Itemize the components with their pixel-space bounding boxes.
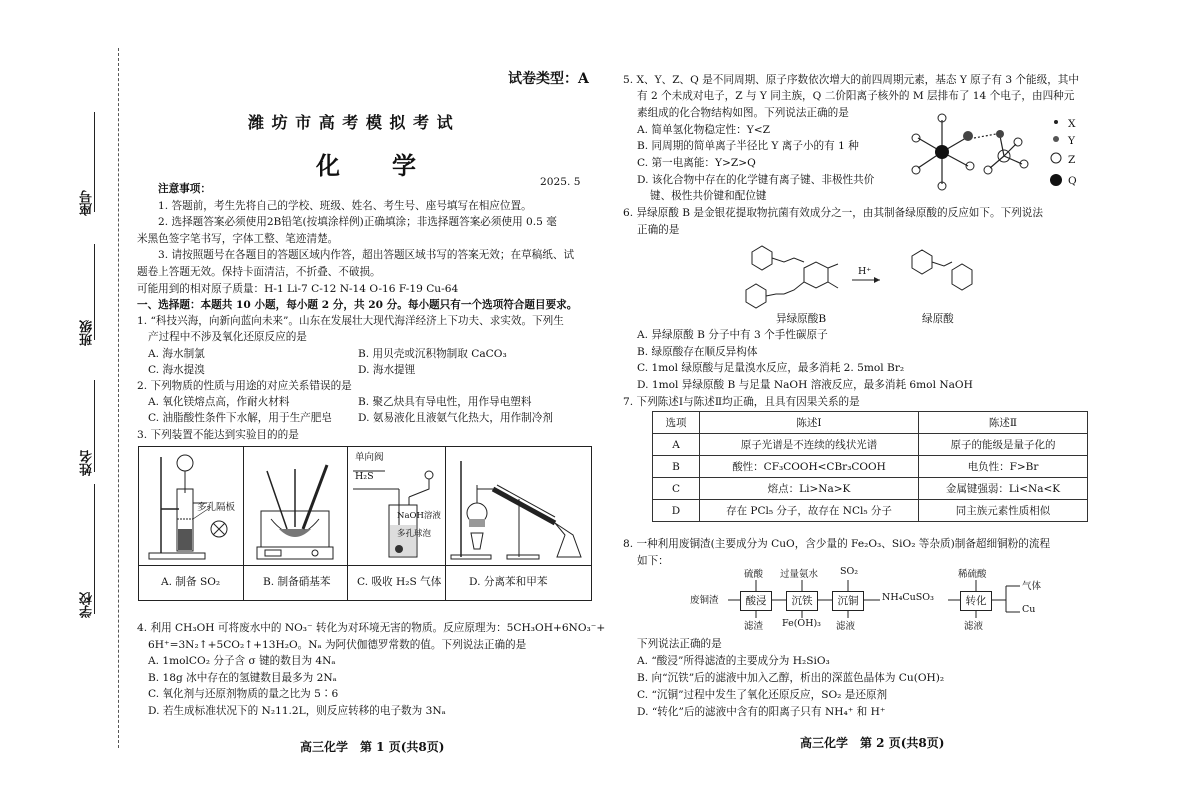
table-cell: A bbox=[653, 434, 700, 456]
q8-option-c[interactable]: C. “沉铜”过程中发生了氧化还原反应，SO₂ 是还原剂 bbox=[637, 689, 888, 701]
q8-stem: 8. 一种利用废铜渣(主要成分为 CuO，含少量的 Fe₂O₃、SiO₂ 等杂质)制备超细铜粉的流程 bbox=[623, 538, 1051, 550]
table-header-cell: 陈述Ⅱ bbox=[919, 412, 1088, 434]
q7-table bbox=[652, 411, 1088, 522]
q6-stem: 6. 异绿原酸 B 是金银花提取物抗菌有效成分之一，由其制备绿原酸的反应如下。下列说法 bbox=[623, 207, 1043, 219]
flow-step-copper-precip: 沉铜 bbox=[832, 591, 864, 611]
table-cell: 同主族元素性质相似 bbox=[919, 500, 1088, 522]
class-label: 班级 bbox=[80, 320, 95, 346]
q5-option-a[interactable]: A. 简单氢化物稳定性：Y<Z bbox=[637, 124, 770, 136]
name-blank[interactable] bbox=[94, 380, 95, 472]
reagent-h-plus: H⁺ bbox=[858, 266, 872, 277]
label-porous-plate: 多孔隔板 bbox=[197, 502, 236, 513]
q2-option-c[interactable]: C. 油脂酸性条件下水解，用于生产肥皂 bbox=[148, 412, 332, 424]
q5-stem: 5. X、Y、Z、Q 是不同周期、原子序数依次增大的前四周期元素，基态 Y 原子有 3 个能级，其中 bbox=[623, 74, 1079, 86]
q4-option-c[interactable]: C. 氧化剂与还原剂物质的量之比为 5∶6 bbox=[148, 688, 339, 700]
subject-title: 化 学 bbox=[316, 151, 430, 180]
q4-option-b[interactable]: B. 18g 冰中存在的氢键数目最多为 2Nₐ bbox=[148, 672, 337, 684]
flow-start: 废铜渣 bbox=[690, 595, 719, 606]
q6-option-b[interactable]: B. 绿原酸存在顺反异构体 bbox=[637, 346, 758, 358]
q3-apparatus-figure bbox=[138, 446, 592, 601]
seat-label: 座号 bbox=[80, 190, 95, 216]
q4-option-a[interactable]: A. 1molCO₂ 分子含 σ 键的数目为 4Nₐ bbox=[148, 655, 336, 667]
flow-out-feoh3: Fe(OH)₃ bbox=[782, 618, 821, 629]
table-row[interactable] bbox=[653, 456, 1088, 478]
flow-out-filtrate-2: 滤液 bbox=[964, 621, 984, 632]
flow-out-gas: 气体 bbox=[1022, 581, 1042, 592]
legend-y: Y bbox=[1068, 135, 1075, 147]
q6-option-d[interactable]: D. 1mol 异绿原酸 B 与足量 NaOH 溶液反应，最多消耗 6mol NaOH bbox=[637, 379, 973, 391]
paper-type: 试卷类型：A bbox=[508, 71, 589, 87]
notice-line: 题卷上答题无效。保持卡面清洁，不折叠、不破损。 bbox=[137, 266, 381, 278]
exam-date: 2025. 5 bbox=[540, 176, 581, 188]
table-cell: C bbox=[653, 478, 700, 500]
q1-option-b[interactable]: B. 用贝壳或沉积物制取 CaCO₃ bbox=[358, 348, 507, 360]
q5-legend-symbols bbox=[1046, 112, 1066, 192]
q7-stem: 7. 下列陈述Ⅰ与陈述Ⅱ均正确，且具有因果关系的是 bbox=[623, 396, 860, 408]
table-cell: D bbox=[653, 500, 700, 522]
legend-z: Z bbox=[1068, 154, 1076, 166]
notice-line: 2. 选择题答案必须使用2B铅笔(按填涂样例)正确填涂；非选择题答案必须使用 0.5 毫 bbox=[158, 216, 557, 228]
name-label: 姓名 bbox=[80, 450, 95, 476]
table-row[interactable] bbox=[653, 478, 1088, 500]
q5-option-d[interactable]: D. 该化合物中存在的化学键有离子键、非极性共价 bbox=[637, 174, 875, 186]
page-footer-right: 高三化学 第 2 页(共8页) bbox=[800, 736, 945, 750]
q6-option-c[interactable]: C. 1mol 绿原酸与足量溴水反应，最多消耗 2. 5mol Br₂ bbox=[637, 362, 905, 374]
q8-option-b[interactable]: B. 向“沉铁”后的滤液中加入乙醇，析出的深蓝色晶体为 Cu(OH)₂ bbox=[637, 672, 945, 684]
label-porous-ball: 多孔球泡 bbox=[397, 529, 432, 539]
apparatus-b-drawing bbox=[245, 449, 345, 563]
q2-option-d[interactable]: D. 氨易液化且液氨气化热大，用作制冷剂 bbox=[358, 412, 553, 424]
q5-option-b[interactable]: B. 同周期的简单离子半径比 Y 离子小的有 1 种 bbox=[637, 140, 859, 152]
q3-caption-b[interactable]: B. 制备硝基苯 bbox=[263, 576, 331, 588]
flow-step-convert: 转化 bbox=[960, 591, 992, 611]
q5-structure-diagram bbox=[904, 104, 1040, 200]
q6-stem: 正确的是 bbox=[637, 224, 680, 236]
apparatus-d-drawing bbox=[447, 449, 589, 563]
q3-stem: 3. 下列装置不能达到实验目的的是 bbox=[137, 429, 299, 441]
flow-out-residue: 滤渣 bbox=[744, 621, 764, 632]
q4-stem: 4. 利用 CH₃OH 可将废水中的 NO₃⁻ 转化为对环境无害的物质。反应原理为：5CH₃OH+6NO₃⁻+ bbox=[137, 622, 606, 634]
flow-step-acid-leach: 酸浸 bbox=[740, 591, 772, 611]
q8-stem: 如下： bbox=[637, 555, 669, 567]
school-blank[interactable] bbox=[94, 484, 95, 614]
q8-option-a[interactable]: A. “酸浸”所得滤渣的主要成分为 H₂SiO₃ bbox=[637, 655, 830, 667]
table-header-cell: 选项 bbox=[653, 412, 700, 434]
q1-stem: 产过程中不涉及氧化还原反应的是 bbox=[148, 331, 307, 343]
label-h2s: H₂S bbox=[355, 471, 374, 482]
q3-caption-d[interactable]: D. 分离苯和甲苯 bbox=[469, 576, 548, 588]
page-footer-left: 高三化学 第 1 页(共8页) bbox=[300, 740, 445, 754]
notice-line: 3. 请按照题号在各题目的答题区域内作答，超出答题区域书写的答案无效；在草稿纸、试 bbox=[158, 249, 575, 261]
class-blank[interactable] bbox=[94, 244, 95, 340]
school-label: 学校 bbox=[80, 592, 95, 618]
legend-q: Q bbox=[1068, 175, 1077, 187]
q8-flow-chart bbox=[690, 566, 1070, 634]
q1-option-a[interactable]: A. 海水制氯 bbox=[148, 348, 205, 360]
name-compound-b: 异绿原酸B bbox=[776, 313, 827, 325]
apparatus-c-drawing bbox=[349, 449, 443, 563]
binding-dashed-line bbox=[118, 48, 119, 748]
notice-line: 1. 答题前，考生先将自己的学校、班级、姓名、考生号、座号填写在相应位置。 bbox=[158, 200, 532, 212]
notice-heading: 注意事项： bbox=[158, 183, 211, 195]
table-cell: 金属键强弱：Li<Na<K bbox=[919, 478, 1088, 500]
flow-out-cu: Cu bbox=[1022, 604, 1036, 615]
q4-stem: 6H⁺=3N₂↑+5CO₂↑+13H₂O。Nₐ 为阿伏伽德罗常数的值。下列说法正确的是 bbox=[148, 639, 527, 651]
table-row[interactable] bbox=[653, 500, 1088, 522]
table-header-cell: 陈述Ⅰ bbox=[700, 412, 919, 434]
table-cell: 酸性：CF₃COOH<CBr₃COOH bbox=[700, 456, 919, 478]
seat-blank[interactable] bbox=[94, 112, 95, 212]
flow-input-ammonia: 过量氨水 bbox=[780, 569, 819, 580]
atomic-mass-line: 可能用到的相对原子质量：H-1 Li-7 C-12 N-14 O-16 F-19 Cu-64 bbox=[137, 283, 459, 295]
notice-line: 米黑色签字笔书写，字体工整、笔迹清楚。 bbox=[137, 233, 339, 245]
flow-input-so2: SO₂ bbox=[840, 566, 859, 577]
flow-input-dilute-acid: 稀硫酸 bbox=[958, 569, 987, 580]
q6-option-a[interactable]: A. 异绿原酸 B 分子中有 3 个手性碳原子 bbox=[637, 329, 828, 341]
q8-option-d[interactable]: D. “转化”后的滤液中含有的阳离子只有 NH₄⁺ 和 H⁺ bbox=[637, 706, 886, 718]
flow-out-filtrate: 滤液 bbox=[836, 621, 856, 632]
section-heading: 一、选择题：本题共 10 小题，每小题 2 分，共 20 分。每小题只有一个选项符合题目要求。 bbox=[137, 299, 578, 311]
q5-stem: 有 2 个未成对电子，Z 与 Y 同主族，Q 二价阳离子核外的 M 层排布了 14 个电子，由四种元 bbox=[637, 90, 1075, 102]
q1-option-d[interactable]: D. 海水提锂 bbox=[358, 364, 416, 376]
flow-intermediate: NH₄CuSO₃ bbox=[882, 592, 934, 603]
table-cell: 原子的能级是量子化的 bbox=[919, 434, 1088, 456]
table-cell: 存在 PCl₅ 分子，故存在 NCl₅ 分子 bbox=[700, 500, 919, 522]
name-chlorogenic-acid: 绿原酸 bbox=[922, 313, 954, 325]
table-cell: B bbox=[653, 456, 700, 478]
flow-input-h2so4: 硫酸 bbox=[744, 569, 764, 580]
q5-option-c[interactable]: C. 第一电离能：Y>Z>Q bbox=[637, 157, 756, 169]
q1-stem: 1. “科技兴海，向新向蓝向未来”。山东在发展壮大现代海洋经济上下功夫、求实效。下列生 bbox=[137, 315, 564, 327]
table-cell: 原子光谱是不连续的线状光谱 bbox=[700, 434, 919, 456]
table-cell: 电负性：F>Br bbox=[919, 456, 1088, 478]
q8-stem: 下列说法正确的是 bbox=[637, 638, 722, 650]
q2-option-b[interactable]: B. 聚乙炔具有导电性，用作导电塑料 bbox=[358, 396, 532, 408]
q1-option-c[interactable]: C. 海水提溴 bbox=[148, 364, 205, 376]
q4-option-d[interactable]: D. 若生成标准状况下的 N₂11.2L，则反应转移的电子数为 3Nₐ bbox=[148, 705, 446, 717]
q3-caption-a[interactable]: A. 制备 SO₂ bbox=[161, 576, 221, 588]
q2-stem: 2. 下列物质的性质与用途的对应关系错误的是 bbox=[137, 380, 352, 392]
table-row[interactable] bbox=[653, 434, 1088, 456]
q3-caption-c[interactable]: C. 吸收 H₂S 气体 bbox=[357, 576, 442, 588]
table-header-row bbox=[653, 412, 1088, 434]
label-one-way-valve: 单向阀 bbox=[355, 452, 384, 463]
q5-option-d-cont: 键、极性共价键和配位键 bbox=[650, 190, 767, 202]
q2-option-a[interactable]: A. 氧化镁熔点高，作耐火材料 bbox=[148, 396, 290, 408]
exam-title: 潍 坊 市 高 考 模 拟 考 试 bbox=[248, 113, 454, 132]
table-cell: 熔点：Li>Na>K bbox=[700, 478, 919, 500]
label-naoh: NaOH溶液 bbox=[397, 511, 441, 521]
flow-step-iron-precip: 沉铁 bbox=[786, 591, 818, 611]
legend-x: X bbox=[1068, 118, 1076, 130]
q5-stem: 素组成的化合物结构如图。下列说法正确的是 bbox=[637, 107, 849, 119]
